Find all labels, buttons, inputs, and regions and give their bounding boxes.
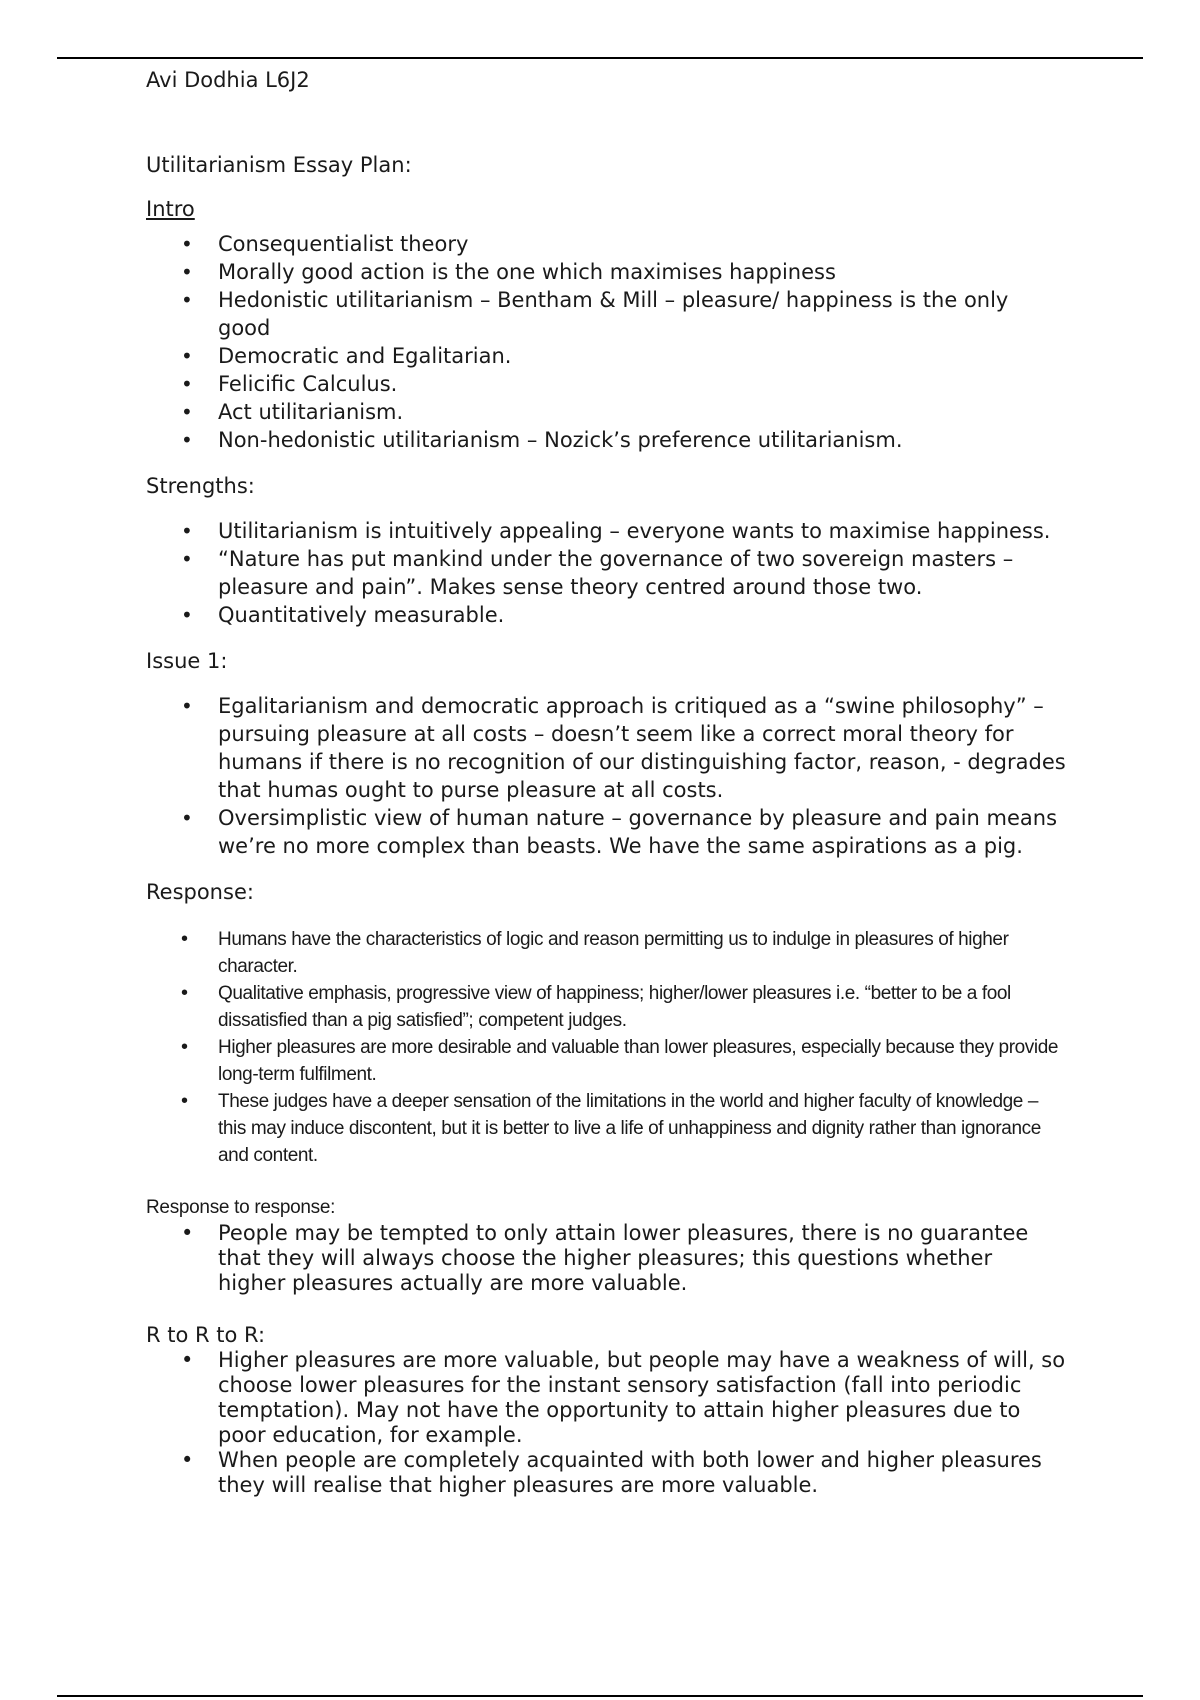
strengths-heading: Strengths: <box>146 474 255 498</box>
author-line: Avi Dodhia L6J2 <box>146 68 310 92</box>
list-item: • “Nature has put mankind under the governance of two sovereign masters – pleasure and pain”. Makes sense theory centred around those two. <box>146 545 1066 601</box>
document-page <box>146 66 1066 1498</box>
issue1-list <box>146 692 1066 860</box>
list-item: • Democratic and Egalitarian. <box>146 342 1066 370</box>
list-item: • Qualitative emphasis, progressive view of happiness; higher/lower pleasures i.e. “better to be a fool dissatisfied than a pig satisfied”; competent judges. <box>146 980 1066 1034</box>
r-to-r-to-r-list <box>146 1348 1066 1498</box>
list-item: • Higher pleasures are more valuable, but people may have a weakness of will, so choose lower pleasures for the instant sensory satisfaction (fall into periodic temptation). May not have the opportunity to attain higher pleasures due to poor education, for example. <box>146 1348 1066 1448</box>
list-item: • Felicific Calculus. <box>146 370 1066 398</box>
response-heading: Response: <box>146 880 254 904</box>
r-to-r-to-r-heading: R to R to R: <box>146 1323 266 1347</box>
response-list <box>146 926 1066 1169</box>
list-item: • Utilitarianism is intuitively appealing – everyone wants to maximise happiness. <box>146 517 1066 545</box>
list-item: • Hedonistic utilitarianism – Bentham & Mill – pleasure/ happiness is the only good <box>146 286 1066 342</box>
top-rule <box>57 57 1143 59</box>
strengths-list <box>146 517 1066 629</box>
response-to-response-list <box>146 1221 1066 1296</box>
list-item: • Act utilitarianism. <box>146 398 1066 426</box>
issue1-heading: Issue 1: <box>146 649 228 673</box>
list-item: • Non-hedonistic utilitarianism – Nozick’s preference utilitarianism. <box>146 426 1066 454</box>
list-item: • Oversimplistic view of human nature – governance by pleasure and pain means we’re no more complex than beasts. We have the same aspirations as a pig. <box>146 804 1066 860</box>
list-item: • Quantitatively measurable. <box>146 601 1066 629</box>
intro-list <box>146 230 1066 454</box>
response-to-response-heading: Response to response: <box>146 1197 336 1218</box>
list-item: • Egalitarianism and democratic approach is critiqued as a “swine philosophy” – pursuing pleasure at all costs – doesn’t seem like a correct moral theory for humans if there is no recognition of our distinguishing factor, reason, - degrades that humas ought to purse pleasure at all costs. <box>146 692 1066 804</box>
list-item: • These judges have a deeper sensation of the limitations in the world and higher faculty of knowledge – this may induce discontent, but it is better to live a life of unhappiness and dignity rather than ignorance and content. <box>146 1088 1066 1169</box>
list-item: • Consequentialist theory <box>146 230 1066 258</box>
bottom-rule <box>57 1695 1143 1697</box>
list-item: • Humans have the characteristics of logic and reason permitting us to indulge in pleasures of higher character. <box>146 926 1066 980</box>
list-item: • When people are completely acquainted with both lower and higher pleasures they will realise that higher pleasures are more valuable. <box>146 1448 1066 1498</box>
list-item: • People may be tempted to only attain lower pleasures, there is no guarantee that they will always choose the higher pleasures; this questions whether higher pleasures actually are more valuable. <box>146 1221 1066 1296</box>
list-item: • Higher pleasures are more desirable and valuable than lower pleasures, especially because they provide long-term fulfilment. <box>146 1034 1066 1088</box>
intro-heading: Intro <box>146 197 195 221</box>
document-title: Utilitarianism Essay Plan: <box>146 153 412 177</box>
list-item: • Morally good action is the one which maximises happiness <box>146 258 1066 286</box>
